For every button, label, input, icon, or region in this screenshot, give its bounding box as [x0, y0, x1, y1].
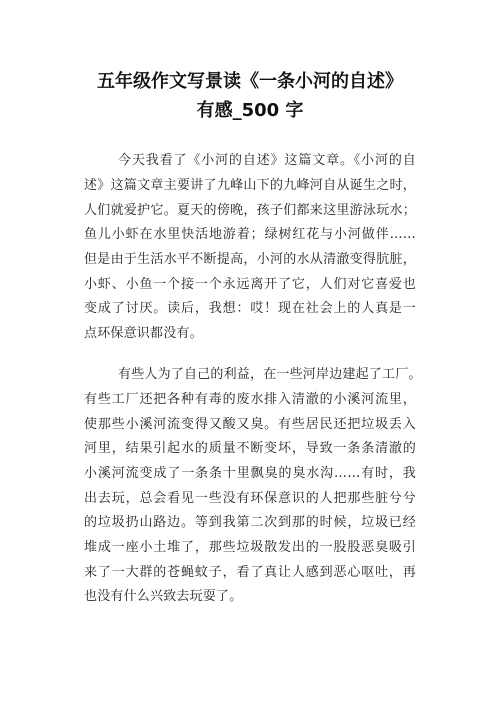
paragraph-line: 小虾、小鱼一个接一个永远离开了它，人们对它喜爱也 — [84, 277, 416, 292]
paragraph-line: 来了一大群的苍蝇蚊子，看了真让人感到恶心呕吐，再 — [84, 565, 416, 580]
paragraph-line: 的垃圾扔山路边。等到我第二次到那的时候，垃圾已经 — [84, 515, 416, 530]
paragraph-line: 鱼儿小虾在水里快活地游着；绿树红花与小河做伴…… — [84, 227, 416, 242]
paragraph-line: 但是由于生活水平不断提高，小河的水从清澈变得肮脏， — [84, 252, 416, 267]
paragraph-line: 述》这篇文章主要讲了九峰山下的九峰河自从诞生之时， — [84, 178, 416, 193]
paragraph-line: 有些人为了自己的利益，在一些河岸边建起了工厂。 — [118, 367, 422, 382]
paragraph-line: 有些工厂还把各种有毒的废水排入清澈的小溪河流里， — [84, 392, 416, 407]
document-title-line-1: 五年级作文写景读《一条小河的自述》 — [97, 71, 403, 92]
paragraph-line: 河里，结果引起水的质量不断变坏，导致一条条清澈的 — [84, 441, 416, 456]
paragraph-line: 使那些小溪河流变得又酸又臭。有些居民还把垃圾丢入 — [84, 417, 416, 432]
paragraph-line: 小溪河流变成了一条条十里飘臭的臭水沟……有时，我 — [84, 466, 416, 481]
document-title-line-2: 有感_500 字 — [196, 100, 304, 121]
paragraph-line: 今天我看了《小河的自述》这篇文章。《小河的自 — [118, 153, 416, 168]
paragraph-line: 堆成一座小土堆了，那些垃圾散发出的一股股恶臭吸引 — [84, 540, 416, 555]
paragraph-line: 出去玩，总会看见一些没有环保意识的人把那些脏兮兮 — [84, 491, 416, 506]
paragraph-line: 也没有什么兴致去玩耍了。 — [84, 589, 243, 604]
paragraph-line: 变成了讨厌。读后，我想：哎！现在社会上的人真是一 — [84, 301, 416, 316]
paragraph-line: 人们就爱护它。夏天的傍晚，孩子们都来这里游泳玩水； — [84, 203, 416, 218]
paragraph-line: 点环保意识都没有。 — [84, 326, 203, 341]
